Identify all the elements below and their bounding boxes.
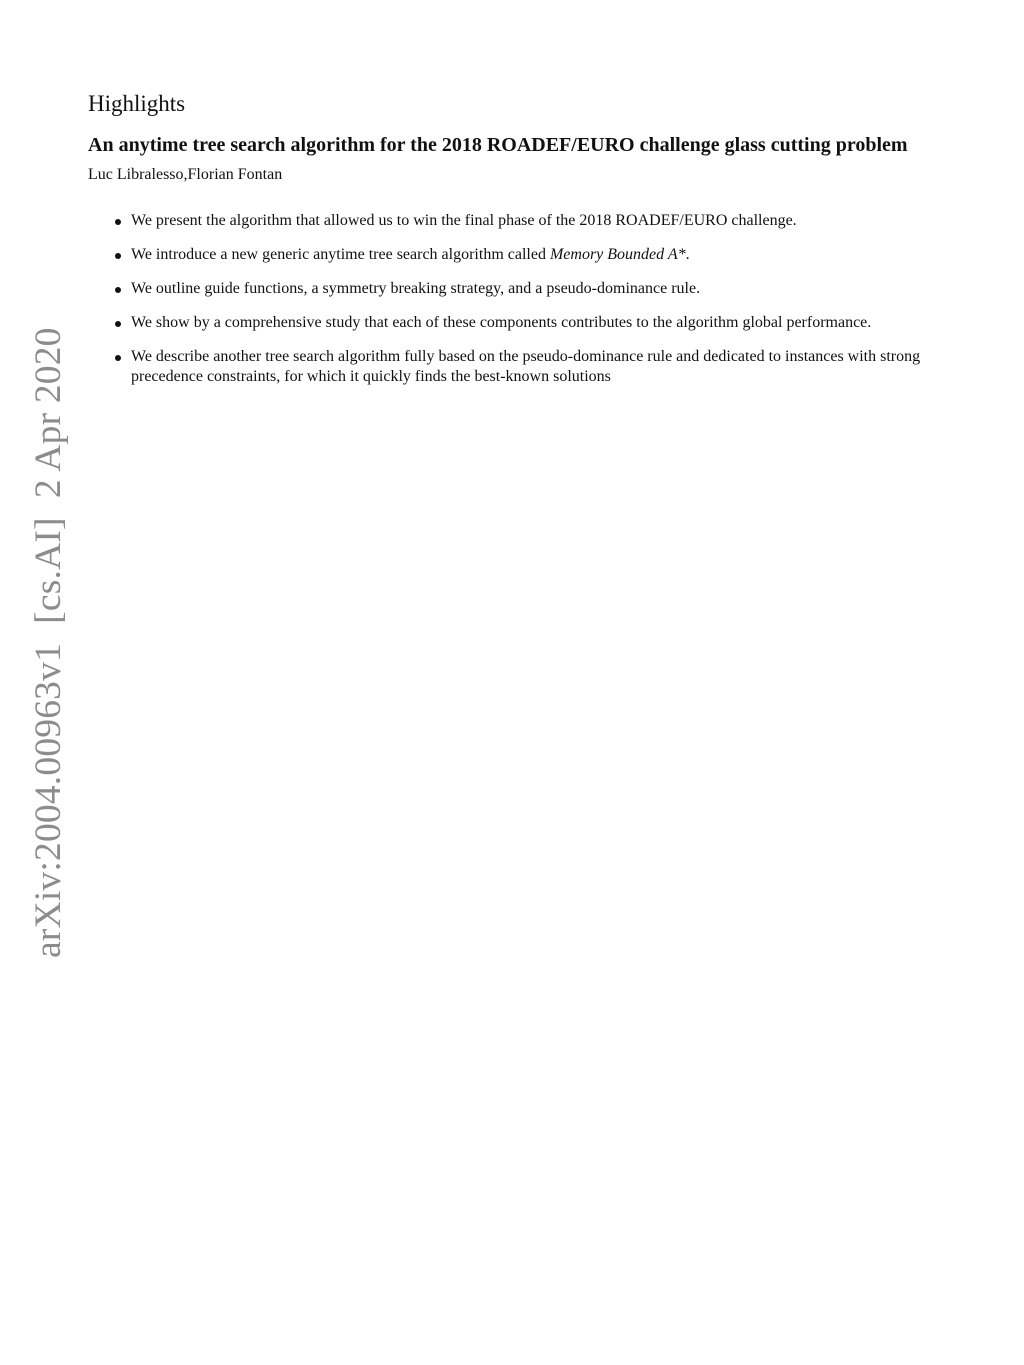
highlight-text: We present the algorithm that allowed us to win the final phase of the 2018 ROADEF/EURO challenge.: [131, 212, 797, 229]
bullet-icon: [115, 253, 121, 259]
bullet-icon: [115, 321, 121, 327]
highlight-text: We describe another tree search algorithm fully based on the pseudo-dominance rule and dedicated to instances with strong precedence constraints, for which it quickly finds the best-known solutions: [131, 348, 921, 385]
highlight-text: We outline guide functions, a symmetry breaking strategy, and a pseudo-dominance rule.: [131, 280, 701, 297]
bullet-icon: [115, 355, 121, 361]
highlight-item: [88, 313, 958, 333]
section-heading: Highlights: [88, 91, 186, 116]
bullet-icon: [115, 219, 121, 225]
highlight-text: [131, 246, 690, 263]
author-list: Luc Libralesso,Florian Fontan: [88, 166, 283, 183]
algorithm-name-emphasis: Memory Bounded A*: [549, 246, 686, 263]
highlight-text: We show by a comprehensive study that each of these components contributes to the algorithm global performance.: [131, 314, 872, 331]
highlight-text-suffix: .: [685, 246, 690, 263]
bullet-icon: [115, 287, 121, 293]
paper-title: An anytime tree search algorithm for the 2018 ROADEF/EURO challenge glass cutting problem: [88, 134, 908, 156]
highlights-section: [88, 89, 958, 401]
highlight-item: [88, 245, 958, 265]
highlight-item: [88, 347, 958, 387]
highlight-item: [88, 211, 958, 231]
highlight-item: [88, 279, 958, 299]
highlights-list: [88, 211, 958, 387]
arxiv-identifier-stamp: arXiv:2004.00963v1 [cs.AI] 2 Apr 2020: [28, 327, 69, 958]
highlight-text-prefix: We introduce a new generic anytime tree search algorithm called: [131, 246, 550, 263]
